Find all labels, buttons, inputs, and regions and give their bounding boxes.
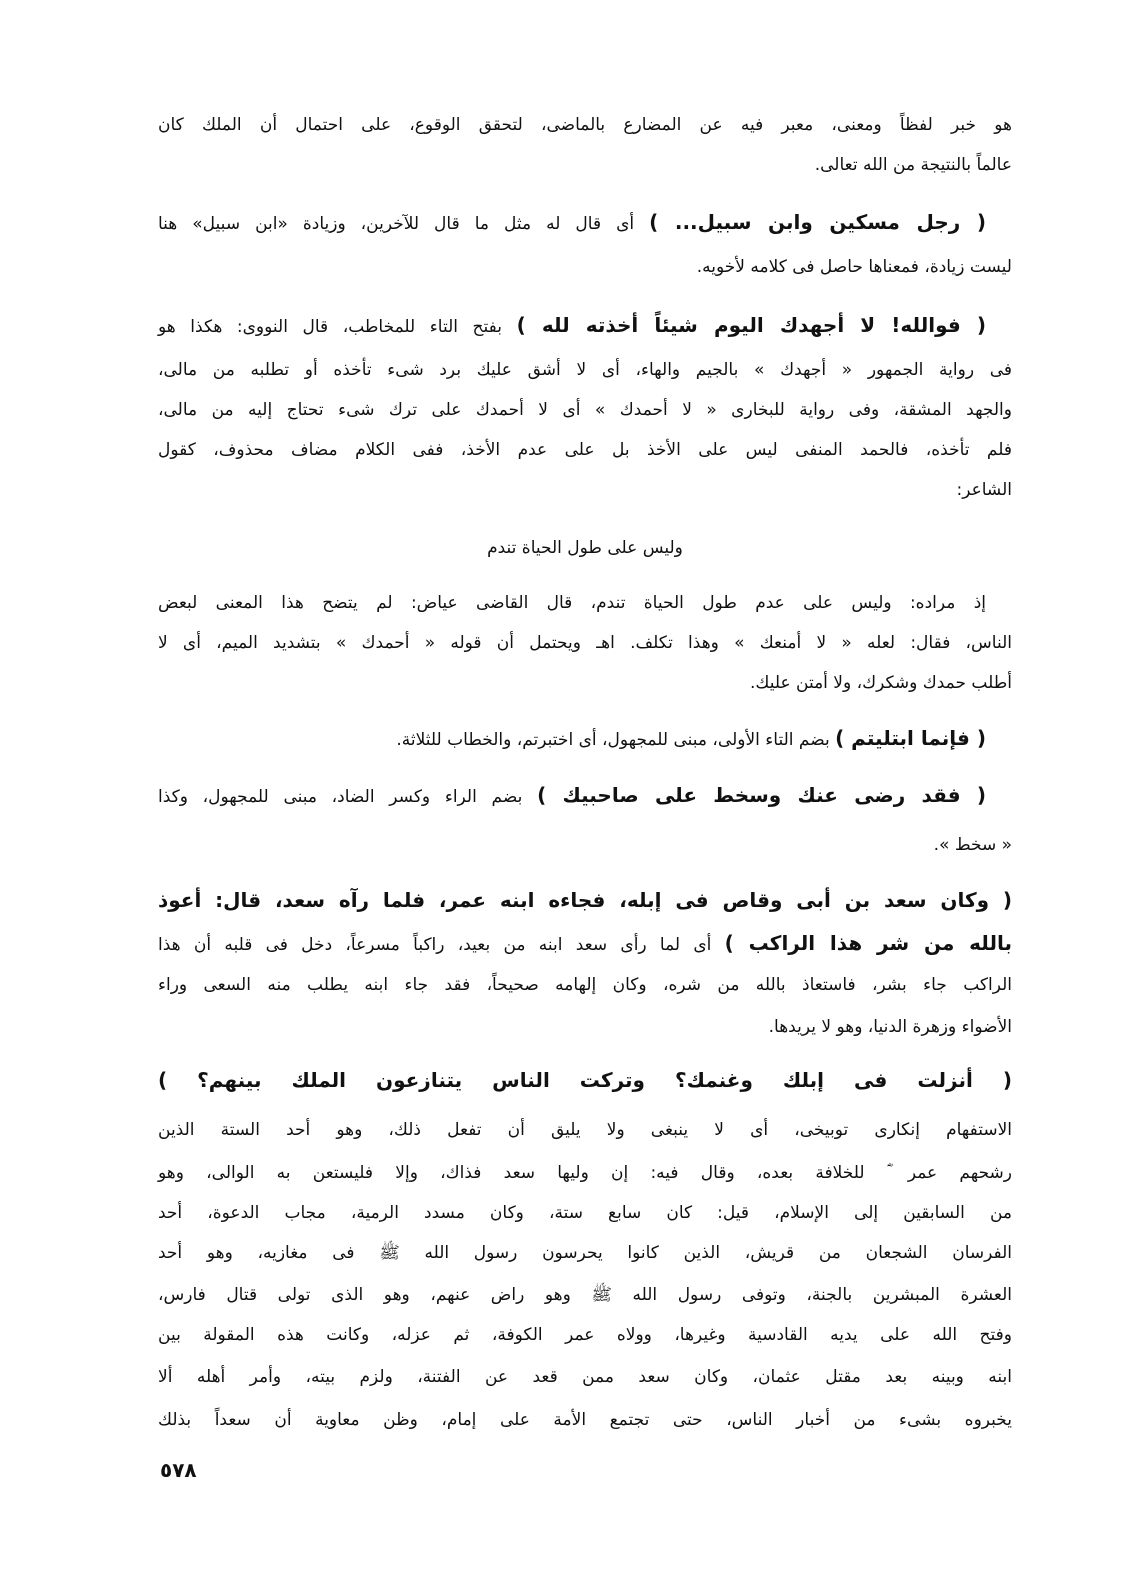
page-number: ٥٧٨	[160, 1458, 197, 1482]
text-line	[158, 1065, 1012, 1097]
text-line	[158, 885, 1012, 917]
commentary-text: ليست زيادة، فمعناها حاصل فى كلامه لأخويه.	[696, 257, 1012, 277]
text-line	[158, 928, 1012, 960]
text-line	[158, 1280, 1012, 1310]
commentary-text: الأضواء وزهرة الدنيا، وهو لا يريدها.	[768, 1017, 1012, 1037]
text-line	[158, 355, 1012, 385]
text-line	[158, 475, 1012, 505]
commentary-text: الشاعر:	[956, 480, 1012, 500]
commentary-text: هو خبر لفظاً ومعنى، معبر فيه عن المضارع بالماضى، لتحقق الوقوع، على احتمال أن الملك كان	[158, 115, 1012, 135]
hadith-quote: ( فقد رضى عنك وسخط على صاحبيك )	[537, 783, 986, 807]
text-line	[158, 588, 1012, 618]
text-line	[158, 668, 1012, 698]
commentary-text: الفرسان الشجعان من قريش، الذين كانوا يحرسون رسول الله ﷺ فى مغازيه، وهو أحد	[158, 1243, 1012, 1263]
text-line	[158, 150, 1012, 180]
hadith-quote: ( أنزلت فى إبلك وغنمك؟ وتركت الناس يتنازعون الملك بينهم؟ )	[158, 1068, 1012, 1092]
text-line	[158, 830, 1012, 860]
commentary-text: أى لما رأى سعد ابنه من بعيد، راكباً مسرعاً، دخل فى قلبه أن هذا	[158, 935, 725, 955]
text-line	[158, 1362, 1012, 1392]
commentary-text: بضم التاء الأولى، مبنى للمجهول، أى اختبرتم، والخطاب للثلاثة.	[396, 730, 836, 750]
text-line	[158, 1405, 1012, 1435]
text-line	[158, 628, 1012, 658]
commentary-text: العشرة المبشرين بالجنة، وتوفى رسول الله ﷺ وهو راض عنهم، وهو الذى تولى قتال فارس،	[158, 1285, 1012, 1305]
commentary-text: عالماً بالنتيجة من الله تعالى.	[814, 155, 1012, 175]
verse-line	[158, 533, 1012, 563]
commentary-text: إذ مراده: وليس على عدم طول الحياة تندم، قال القاضى عياض: لم يتضح هذا المعنى لبعض	[158, 593, 986, 613]
commentary-text: يخبروه بشىء من أخبار الناس، حتى تجتمع الأمة على إمام، وظن معاوية أن سعداً بذلك	[158, 1410, 1012, 1430]
text-line	[158, 395, 1012, 425]
commentary-text: بضم الراء وكسر الضاد، مبنى للمجهول، وكذا	[158, 787, 538, 807]
hadith-quote: ( رجل مسكين وابن سبيل... )	[649, 210, 986, 234]
commentary-text: الناس، فقال: لعله « لا أمنعك » وهذا تكلف. اهـ ويحتمل أن قوله « أحمدك » بتشديد الميم، أى لا	[158, 633, 1012, 653]
text-line	[158, 780, 1012, 812]
commentary-text: فلم تأخذه، فالحمد المنفى ليس على الأخذ بل على عدم الأخذ، ففى الكلام مضاف محذوف، كقول	[158, 440, 1012, 460]
commentary-text: بفتح التاء للمخاطب، قال النووى: هكذا هو	[158, 317, 517, 337]
commentary-text: رشحهم عمر ؓ للخلافة بعده، وقال فيه: إن وليها سعد فذاك، وإلا فليستعن به الوالى، وهو	[158, 1163, 1012, 1183]
text-line	[158, 1238, 1012, 1268]
text-line	[158, 207, 1012, 239]
commentary-text: وليس على طول الحياة تندم	[487, 538, 683, 558]
commentary-text: فى رواية الجمهور « أجهدك » بالجيم والهاء، أى لا أشق عليك برد شىء تأخذه أو تطلبه من مالى،	[158, 360, 1012, 380]
text-line	[158, 723, 1012, 755]
text-line	[158, 435, 1012, 465]
text-line	[158, 1198, 1012, 1228]
text-line	[158, 1320, 1012, 1350]
text-line	[158, 970, 1012, 1000]
text-line	[158, 252, 1012, 282]
text-line	[158, 1012, 1012, 1042]
commentary-text: أطلب حمدك وشكرك، ولا أمتن عليك.	[749, 673, 1012, 693]
hadith-quote: بالله من شر هذا الراكب )	[724, 931, 1013, 955]
commentary-text: « سخط ».	[933, 835, 1012, 855]
hadith-quote: ( فوالله! لا أجهدك اليوم شيئاً أخذته لله )	[516, 313, 986, 337]
commentary-text: من السابقين إلى الإسلام، قيل: كان سابع ستة، وكان مسدد الرمية، مجاب الدعوة، أحد	[158, 1203, 1012, 1223]
text-line	[158, 310, 1012, 342]
commentary-text: أى قال له مثل ما قال للآخرين، وزيادة «ابن سبيل» هنا	[158, 214, 650, 234]
commentary-text: والجهد المشقة، وفى رواية للبخارى « لا أحمدك » أى لا أحمدك على ترك شىء تحتاج إليه من مالى،	[158, 400, 1012, 420]
commentary-text: الراكب جاء بشر، فاستعاذ بالله من شره، وكان إلهامه صحيحاً، فقد جاء ابنه يطلب منه السعى وراء	[158, 975, 1012, 995]
text-line	[158, 1158, 1012, 1188]
commentary-text: الاستفهام إنكارى توبيخى، أى لا ينبغى ولا يليق أن تفعل ذلك، وهو أحد الستة الذين	[158, 1120, 1012, 1140]
text-line	[158, 1115, 1012, 1145]
hadith-quote: ( وكان سعد بن أبى وقاص فى إبله، فجاءه ابنه عمر، فلما رآه سعد، قال: أعوذ	[158, 888, 1012, 912]
commentary-text: ابنه وبينه بعد مقتل عثمان، وكان سعد ممن قعد عن الفتنة، ولزم بيته، وأمر أهله ألا	[158, 1367, 1012, 1387]
commentary-text: وفتح الله على يديه القادسية وغيرها، وولاه عمر الكوفة، ثم عزله، وكانت هذه المقولة بين	[158, 1325, 1012, 1345]
text-line	[158, 110, 1012, 140]
hadith-quote: ( فإنما ابتليتم )	[835, 726, 986, 750]
